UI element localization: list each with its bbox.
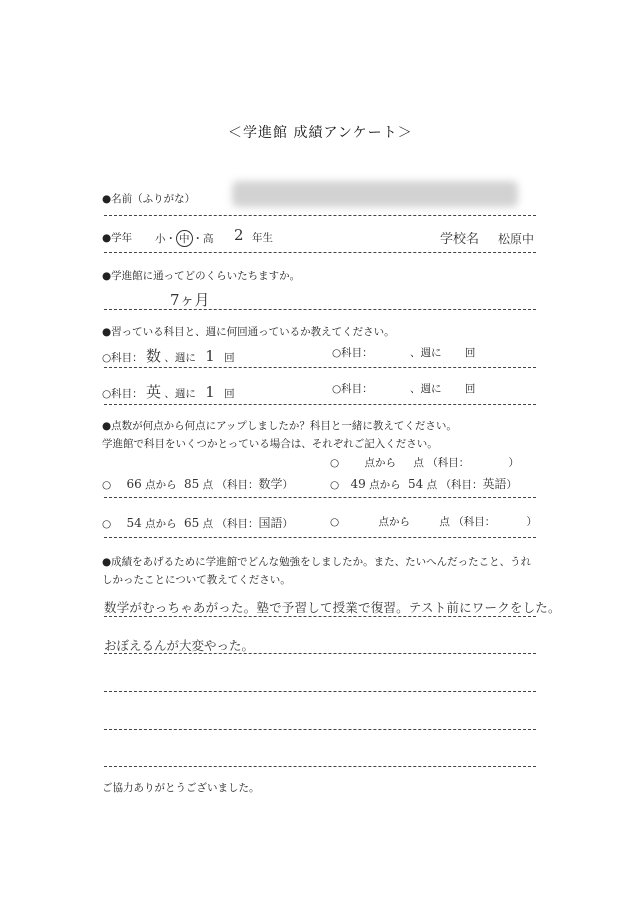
subject-row2-right [332, 381, 475, 396]
times-text: 回 [224, 352, 235, 364]
study-underline-3 [104, 691, 536, 692]
to-text: 点 [202, 479, 214, 491]
count-value: 1 [205, 347, 215, 365]
week-text: 、週に [164, 352, 196, 364]
subject-close: ） [282, 518, 293, 530]
subject-open: （科目： [453, 516, 496, 528]
subject-prefix: ○科目： [102, 352, 143, 364]
subject-open: （科目： [427, 457, 470, 469]
subject-open: （科目： [440, 479, 483, 491]
study-underline-4 [104, 729, 536, 730]
grade-underline [104, 252, 536, 253]
subject-row1-underline [104, 367, 536, 368]
closing-text: ご協力ありがとうございました。 [102, 782, 260, 794]
subject-row1-right [332, 345, 475, 360]
from-text: 点から [369, 479, 401, 491]
grade-label: ●学年 [102, 232, 133, 244]
grade-year-suffix: 年生 [252, 232, 273, 244]
subject-row2-left [102, 381, 235, 402]
scores-question-line1: ●点数が何点から何点にアップしましたか？科目と一緒に教えてください。 [102, 420, 457, 432]
subject-prefix: ○科目： [332, 383, 373, 395]
count-value: 1 [205, 383, 215, 401]
redacted-name [232, 181, 518, 207]
score-to-value: 65 [183, 516, 200, 530]
study-underline-1 [104, 616, 536, 617]
week-text: 、週に [410, 347, 442, 359]
score-from-value: 54 [126, 516, 142, 530]
score-to-value: 54 [407, 477, 424, 491]
score-stray-row [330, 455, 519, 470]
subject-prefix: ○科目： [332, 347, 373, 359]
to-text: 点 [426, 479, 438, 491]
subject-close: ） [282, 479, 293, 491]
score-row1-underline [104, 497, 536, 498]
name-underline [104, 215, 536, 216]
score-entry-1 [102, 475, 293, 492]
score-entry-3 [102, 514, 293, 531]
score-subject-value: 数学 [258, 477, 283, 491]
subjects-question: ●習っている科目と、週に何回通っているか教えてください。 [102, 326, 395, 338]
duration-question: ●学進館に通ってどのくらいたちますか。 [102, 270, 301, 282]
circle-mark: ○ [330, 457, 340, 469]
circle-mark: ○ [102, 518, 112, 530]
subject-open: （科目： [216, 479, 259, 491]
times-text: 回 [464, 383, 476, 395]
score-entry-2 [330, 475, 517, 492]
duration-underline [104, 309, 536, 310]
from-text: 点から [145, 479, 177, 491]
grade-middle-selected: 中 [176, 230, 193, 247]
score-subject-value: 国語 [258, 516, 283, 530]
circle-mark: ○ [330, 479, 340, 491]
grade-elementary: 小・ 中 ・高 [155, 230, 214, 247]
study-question-line1: ●成績をあげるために学進館でどんな勉強をしましたか。また、たいへんだったこと、うれ [102, 556, 532, 568]
times-text: 回 [224, 388, 235, 400]
study-underline-5 [104, 766, 536, 767]
study-answer-line1: 数学がむっちゃあがった。塾で予習して授業で復習。テスト前にワークをした。 [104, 600, 561, 615]
school-name-label: 学校名 [440, 232, 480, 247]
subject-row2-underline [104, 404, 536, 405]
week-text: 、週に [410, 383, 442, 395]
grade-high-text: 高 [203, 233, 214, 245]
to-text: 点 [202, 518, 214, 530]
score-from-value: 49 [350, 477, 366, 491]
subject-row1-left [102, 345, 235, 366]
from-text: 点から [145, 518, 177, 530]
survey-title: ＜学進館 成績アンケート＞ [228, 125, 413, 141]
week-text: 、週に [164, 388, 196, 400]
subject-prefix: ○科目： [102, 388, 143, 400]
duration-answer: 7ヶ月 [170, 291, 210, 309]
study-underline-2 [104, 653, 536, 654]
circle-mark: ○ [102, 479, 112, 491]
grade-year-value: 2 [234, 226, 244, 244]
from-text: 点から [378, 516, 411, 528]
score-row2-underline [104, 537, 536, 538]
study-question-line2: しかったことについて教えてください。 [102, 574, 291, 586]
school-name-value: 松原中 [498, 232, 535, 246]
to-text: 点 [413, 457, 424, 469]
times-text: 回 [464, 347, 476, 359]
subject-value: 英 [146, 383, 162, 401]
score-subject-value: 英語 [482, 477, 507, 491]
score-to-value: 85 [183, 477, 200, 491]
score-from-value: 66 [126, 477, 142, 491]
subject-close: ） [506, 479, 517, 491]
subject-close: ） [526, 516, 538, 528]
scores-question-line2: 学進館で科目をいくつかとっている場合は、それぞれご記入ください。 [102, 438, 438, 450]
to-text: 点 [439, 516, 450, 528]
circle-mark: ○ [330, 516, 340, 528]
name-label: ●名前（ふりがな） [102, 193, 196, 205]
study-answer-line2: おぼえるんが大変やった。 [104, 638, 255, 653]
score-entry-4-empty [330, 514, 537, 529]
subject-close: ） [508, 457, 520, 469]
subject-value: 数 [146, 347, 162, 365]
grade-elementary-text: 小 [155, 233, 166, 245]
from-text: 点から [364, 457, 397, 469]
subject-open: （科目： [216, 518, 259, 530]
